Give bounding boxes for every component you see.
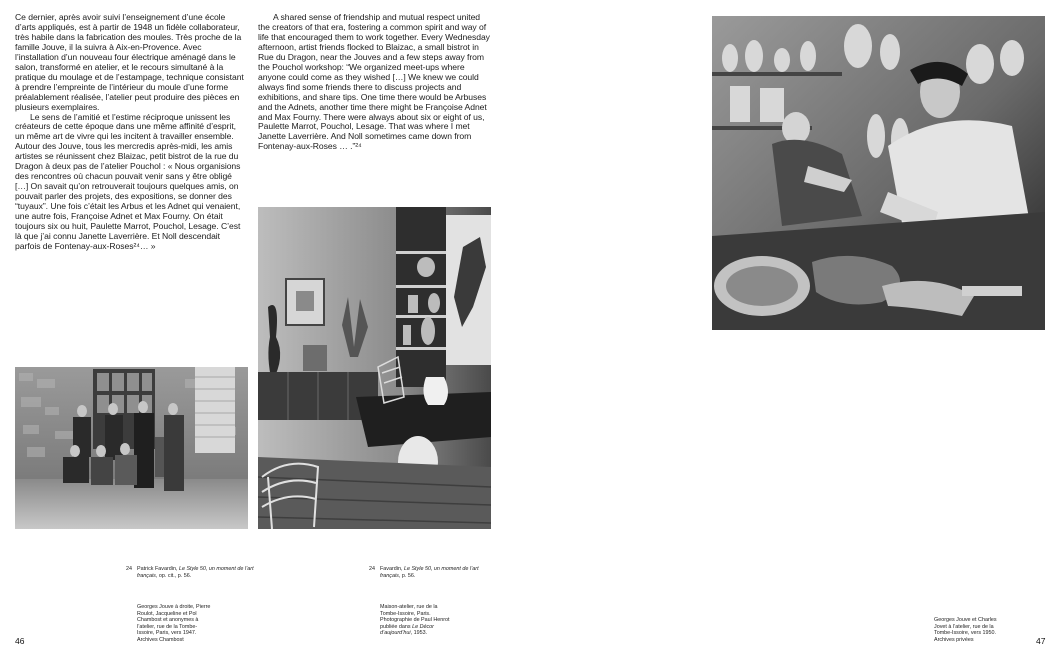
footnote-title: Le Style 50, un moment de l’art français	[380, 566, 479, 579]
footnote-text: Favardin,	[380, 566, 404, 572]
caption-interior-photo	[380, 604, 452, 637]
caption-text: Maison-atelier, rue de la Tombe-Issoire, Paris. Photographie de Paul Henrot publiée dans	[380, 604, 450, 630]
french-paragraph-1: Ce dernier, après avoir suivi l’enseignement d’une école d’arts appliqués, est à partir de 1948 un fidèle collaborateur, très habile dans la fabrication des moules. Très proche de la famille Jouve, il la suivra à Aix-en-Provence. Avec l’installation d’un nouveau four électrique aménagé dans le salon, transformé en atelier, et le recours simultané à la pratique du moulage et de l’estampage, technique consistant à prendre l’empreinte de l’intérieur du moule d’une forme préalablement réalisée, l’atelier peut produire des pièces en plusieurs exemplaires.	[15, 12, 244, 112]
english-paragraph-1: A shared sense of friendship and mutual respect united the creators of that era, fostering a common spirit and way of life that encouraged them to work together. Every Wednesday afternoon, artist friends flocked to Blaizac, a small bistrot in Rue du Dragon, near the Jouves and a few steps away from the Pouchol workshop: “We organized meet-ups where anyone could come as they wished […] We knew we could always find some friends there to discuss projects and exhibitions, and share tips. One time there would be Arbuses and the Adnets, another time there might be Françoise Adnet and Max Fourny. There were always about six or eight of us, Paulette Marrot, Pouchol, Lesage. That was where I met Janette Laverrière. And Noll sometimes came down from Fontenay-aux-Roses … .”²⁴	[258, 12, 490, 152]
english-text-column	[258, 13, 493, 152]
caption-workshop-photo: Georges Jouve et Charles Jovet à l’atelier, rue de la Tombe-Issoire, vers 1950. Archives privées	[934, 617, 997, 643]
footnote-number: 24	[126, 566, 132, 572]
footnote-ref: , op. cit., p. 56.	[155, 572, 192, 579]
ceramic-workshop-photo	[712, 16, 1045, 330]
caption-publication-title: Le Décor d’aujourd’hui	[380, 623, 434, 637]
footnote-french	[126, 566, 255, 579]
group-portrait-photo	[15, 367, 248, 529]
footnote-english	[369, 566, 495, 579]
footnote-number: 24	[369, 566, 375, 572]
interior-room-photo	[258, 207, 491, 529]
caption-group-photo: Georges Jouve à droite, Pierre Roulot, Jacqueline et Pol Chambost et anonymes à l’atelier, rue de la Tombe-Issoire, Paris, vers 1947. Archives Chambost	[137, 604, 211, 643]
footnote-text: Patrick Favardin,	[137, 566, 179, 572]
page-number-left: 46	[15, 636, 25, 646]
caption-year: , 1953.	[410, 630, 428, 637]
footnote-ref: , p. 56.	[398, 572, 416, 579]
french-paragraph-2: Le sens de l’amitié et l’estime réciproque unissent les créateurs de cette époque dans une même affinité d’esprit, un même art de vivre qui les incitent à travailler ensemble. Autour des Jouve, tous les mercredis après-midi, les amis artistes se réunissent chez Blaizac, petit bistrot de la rue du Dragon à deux pas de l’atelier Pouchol : « Nous organisions des rencontres où chacun pouvait venir sans y être obligé […] On savait qu’on retrouverait toujours quelques amis, on pouvait parler des projets, des expositions, se donner des “tuyaux”. Une fois c’était les Arbus et les Adnet qui venaient, une autre fois, Françoise Adnet et Max Fourny. On était toujours six ou huit, Paulette Marrot, Pouchol, Lesage. C’est là que j’ai connu Janette Laverrière. Et Noll descendait parfois de Fontenay-aux-Roses²⁴… »	[15, 111, 241, 251]
french-text-column	[15, 13, 247, 252]
footnote-title: Le Style 50, un moment de l’art français	[137, 566, 254, 579]
page-number-right: 47	[1036, 636, 1046, 646]
